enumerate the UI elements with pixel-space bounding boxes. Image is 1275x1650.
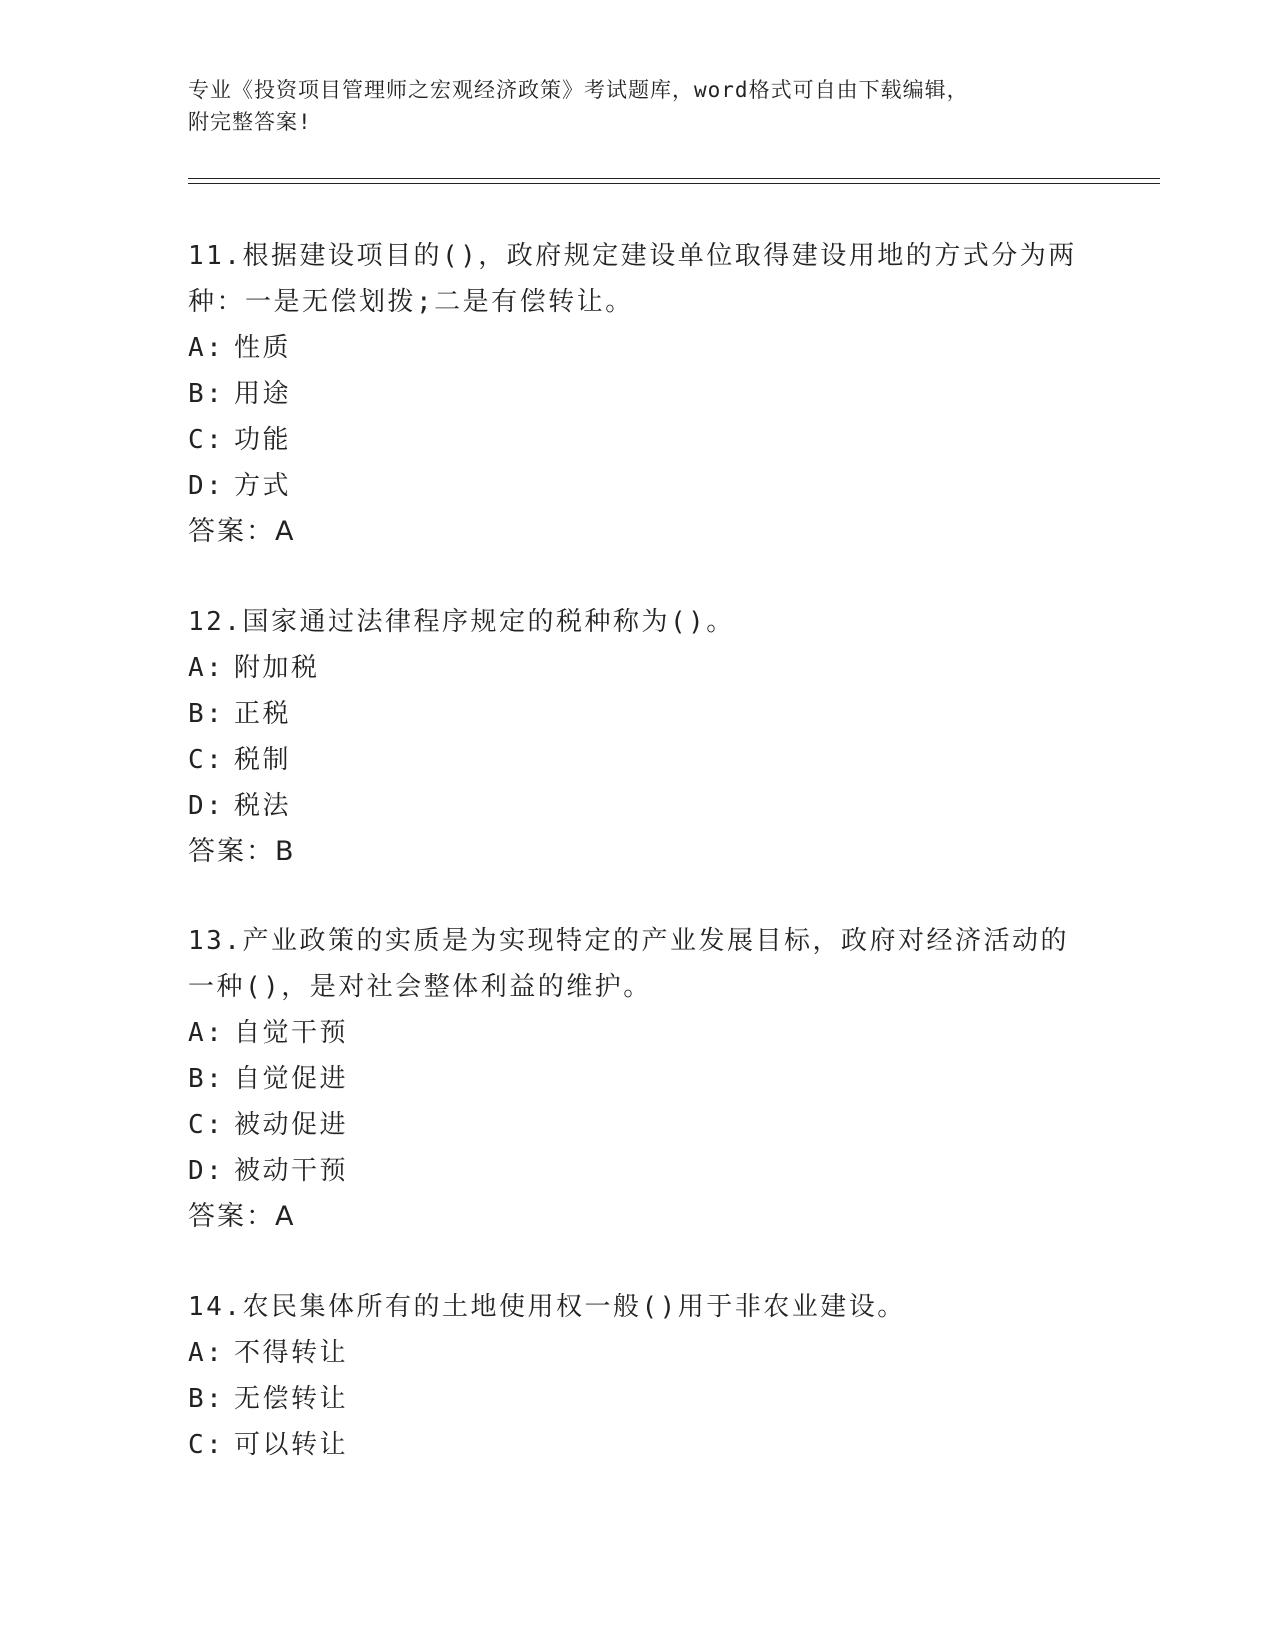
option-text: 附加税 (234, 653, 320, 683)
question-13 (188, 918, 1088, 1240)
question-11 (188, 233, 1088, 555)
question-stem-line: 12.国家通过法律程序规定的税种称为()。 (188, 607, 735, 637)
option-text: 税制 (234, 745, 292, 775)
option-letter: D: (188, 1156, 225, 1186)
option-letter: D: (188, 471, 225, 501)
answer-line: 答案：A (188, 1201, 296, 1232)
question-stem-line: 种：一是无偿划拨;二是有偿转让。 (188, 287, 634, 317)
option-d (188, 1148, 1088, 1194)
header-line-1: 专业《投资项目管理师之宏观经济政策》考试题库，word格式可自由下载编辑， (188, 78, 969, 102)
question-12 (188, 599, 1088, 875)
option-b (188, 371, 1088, 417)
header-divider-top (188, 178, 1160, 179)
option-a (188, 325, 1088, 371)
option-letter: A: (188, 333, 225, 363)
header-divider-bottom (188, 183, 1160, 184)
option-letter: B: (188, 1064, 225, 1094)
option-text: 自觉促进 (234, 1064, 349, 1094)
option-letter: B: (188, 699, 225, 729)
option-b (188, 691, 1088, 737)
document-header (188, 74, 1088, 138)
header-line-2: 附完整答案! (188, 110, 312, 134)
option-letter: C: (188, 425, 225, 455)
option-text: 被动促进 (234, 1110, 349, 1140)
option-letter: C: (188, 1110, 225, 1140)
option-b (188, 1056, 1088, 1102)
question-stem-line: 14.农民集体所有的土地使用权一般()用于非农业建设。 (188, 1292, 906, 1322)
option-a (188, 1010, 1088, 1056)
question-14 (188, 1284, 1088, 1468)
option-b (188, 1376, 1088, 1422)
option-text: 税法 (234, 791, 292, 821)
question-stem-line: 一种()，是对社会整体利益的维护。 (188, 972, 652, 1002)
option-a (188, 645, 1088, 691)
option-letter: A: (188, 1338, 225, 1368)
option-d (188, 463, 1088, 509)
option-d (188, 783, 1088, 829)
option-text: 方式 (234, 471, 292, 501)
option-letter: D: (188, 791, 225, 821)
option-text: 性质 (234, 333, 292, 363)
answer-line: 答案：B (188, 836, 296, 867)
option-a (188, 1330, 1088, 1376)
option-text: 无偿转让 (234, 1384, 349, 1414)
option-letter: C: (188, 745, 225, 775)
option-text: 被动干预 (234, 1156, 349, 1186)
option-text: 自觉干预 (234, 1018, 349, 1048)
option-text: 可以转让 (234, 1430, 349, 1460)
option-letter: B: (188, 379, 225, 409)
option-text: 不得转让 (234, 1338, 349, 1368)
option-c (188, 417, 1088, 463)
answer-line: 答案：A (188, 516, 296, 547)
option-letter: A: (188, 1018, 225, 1048)
option-letter: A: (188, 653, 225, 683)
option-letter: C: (188, 1430, 225, 1460)
question-stem-line: 11.根据建设项目的()，政府规定建设单位取得建设用地的方式分为两 (188, 241, 1077, 271)
option-text: 正税 (234, 699, 292, 729)
option-text: 功能 (234, 425, 292, 455)
option-c (188, 1422, 1088, 1468)
option-letter: B: (188, 1384, 225, 1414)
question-stem-line: 13.产业政策的实质是为实现特定的产业发展目标，政府对经济活动的 (188, 926, 1069, 956)
option-c (188, 1102, 1088, 1148)
option-text: 用途 (234, 379, 292, 409)
option-c (188, 737, 1088, 783)
